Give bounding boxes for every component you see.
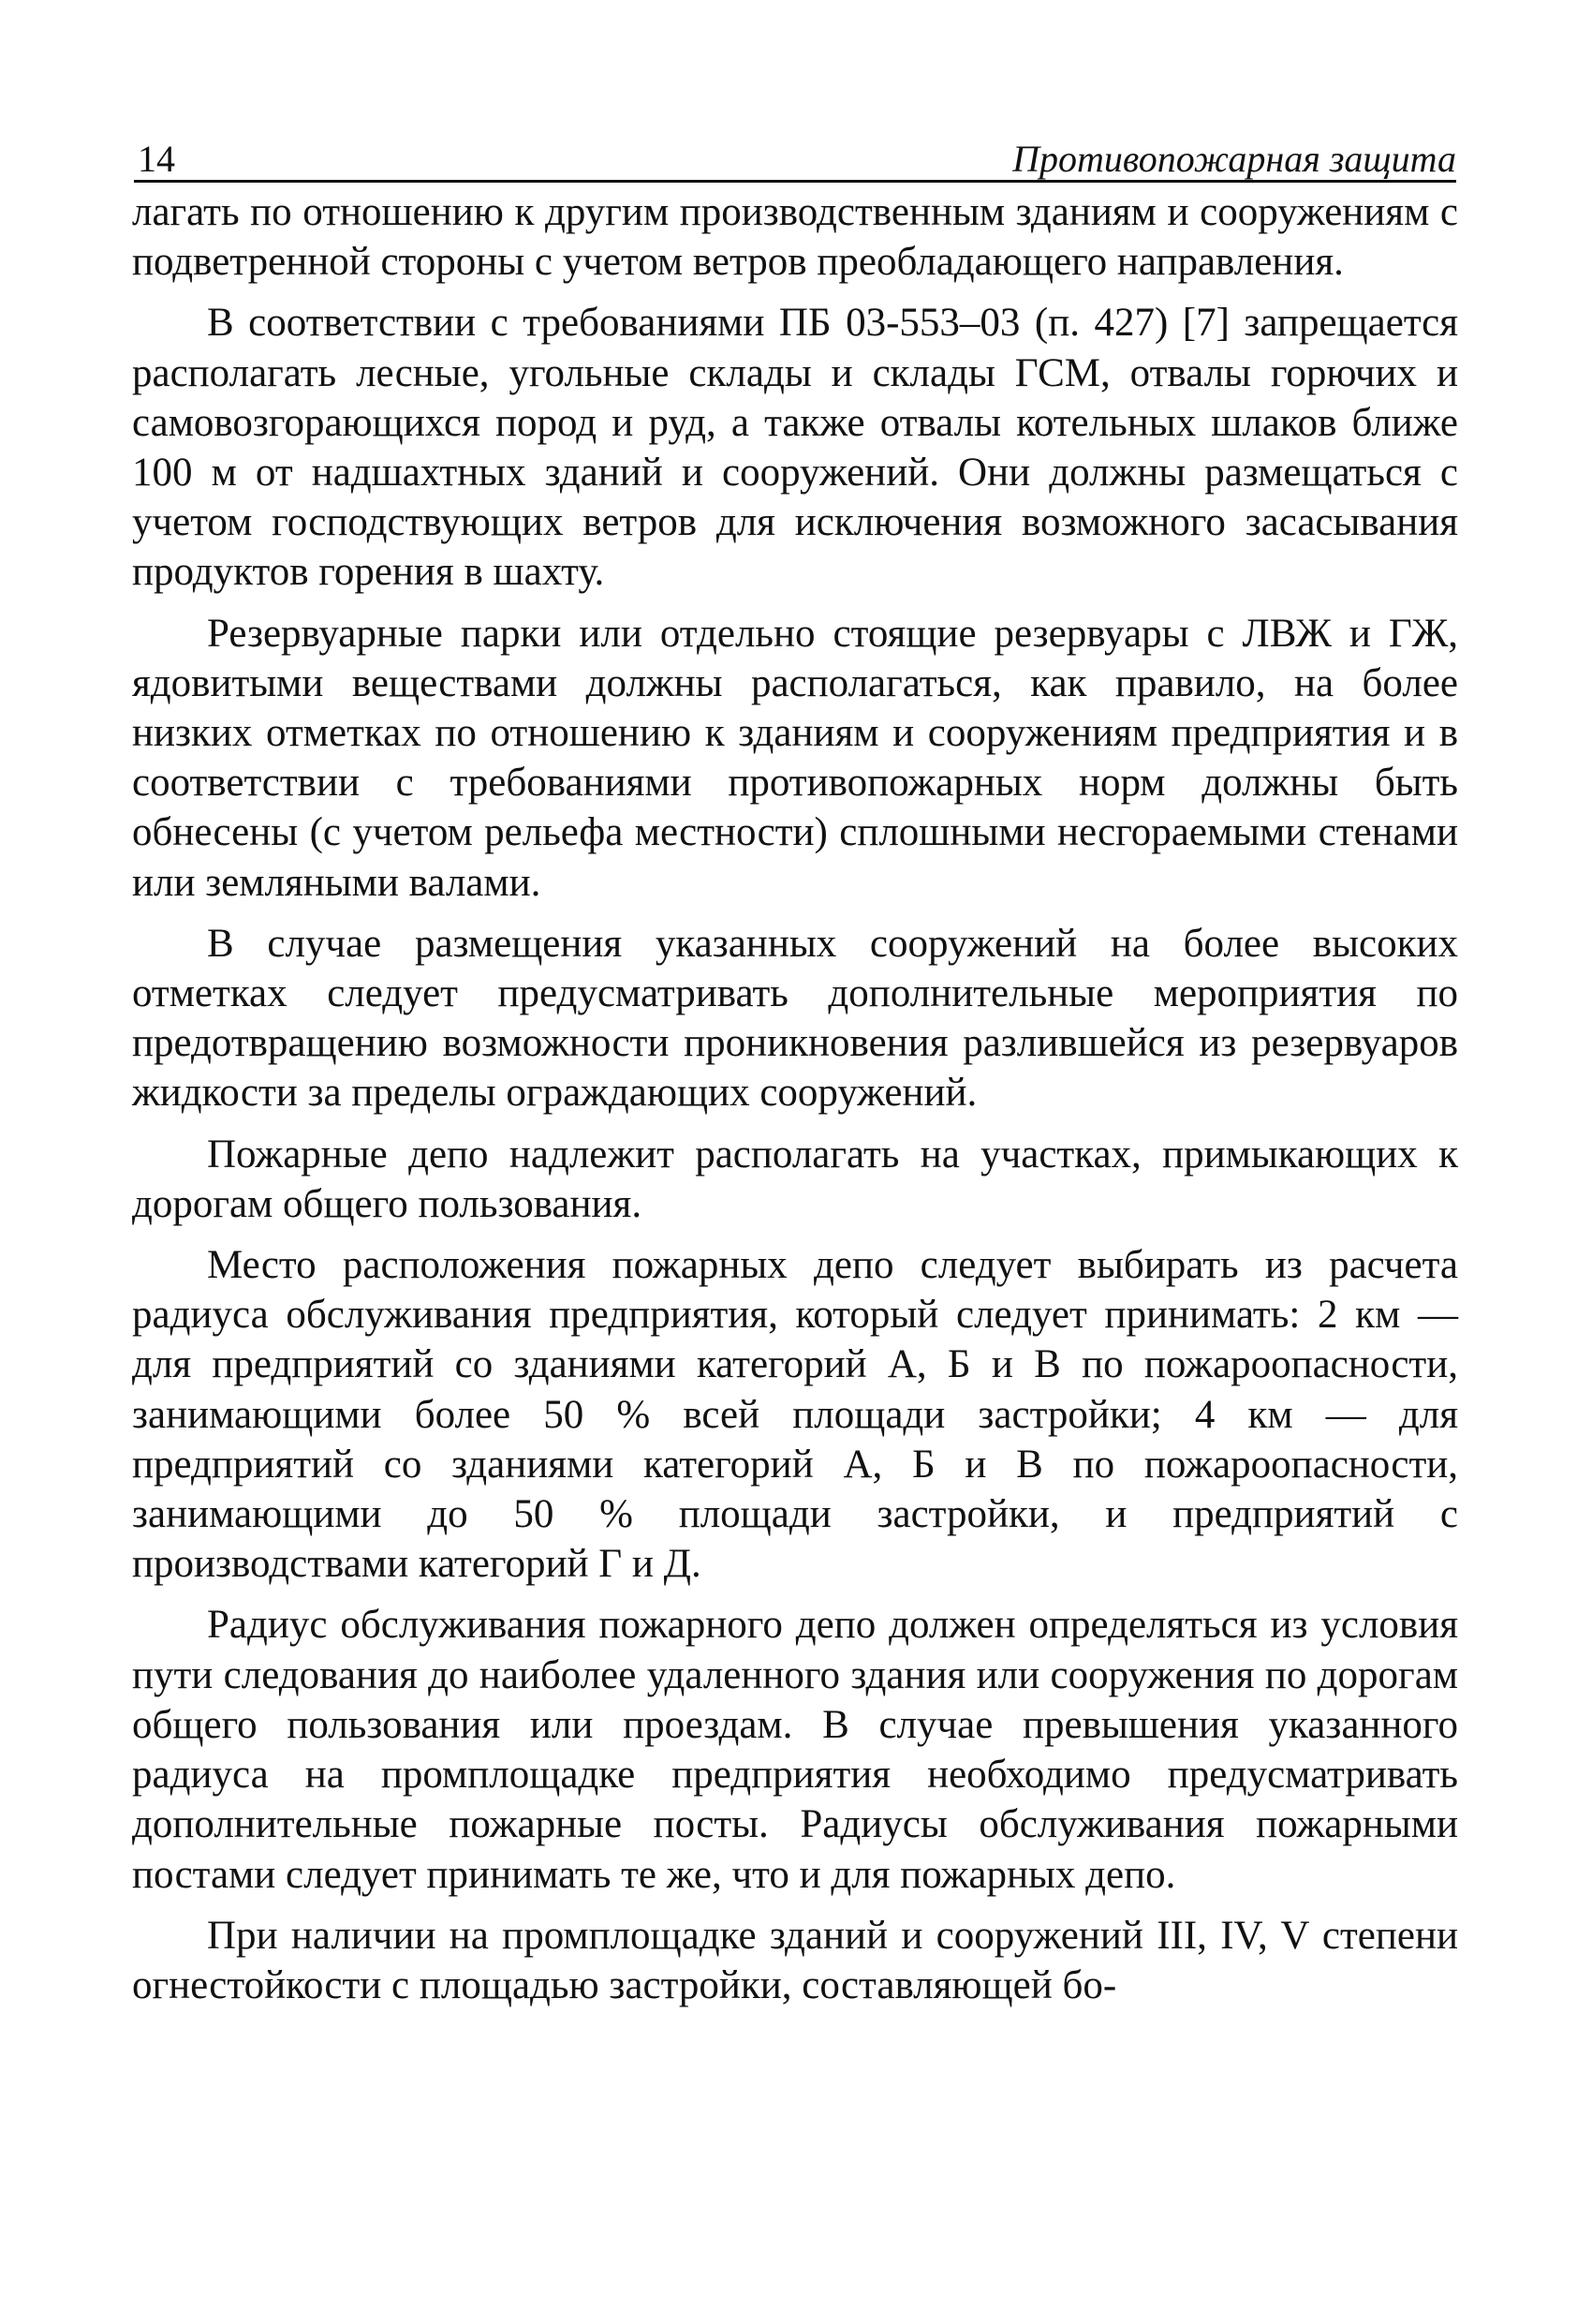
page-number: 14 <box>138 138 175 180</box>
paragraph: Место расположения пожарных депо следует выбирать из расчета радиуса обслуживания предприятия, который следует принимать: 2 км — для предприятий со зданиями категорий А, Б и В по пожароопасности, занимающими более 50 % всей площади застройки; 4 км — для предприятий со зданиями категорий А, Б и В по пожароопасности, занимающими до 50 % площади застройки, и предприятий с производствами категорий Г и Д. <box>132 1243 1458 1587</box>
paragraph: Пожарные депо надлежит располагать на участках, примыкающих к дорогам общего пользования. <box>132 1132 1458 1226</box>
paragraph-continuation: лагать по отношению к другим производственным зданиям и сооружениям с подветренной стороны с учетом ветров преобладающего направления. <box>132 190 1458 285</box>
section-title: Противопожарная защита <box>1012 138 1456 180</box>
paragraph: Резервуарные парки или отдельно стоящие резервуары с ЛВЖ и ГЖ, ядовитыми веществами должны располагаться, как правило, на более низких отметках по отношению к зданиям и сооружениям предприятия и в соответствии с требованиями противопожарных норм должны быть обнесены (с учетом рельефа местности) сплошными несгораемыми стенами или земляными валами. <box>132 611 1458 905</box>
paragraph: В соответствии с требованиями ПБ 03-553–03 (п. 427) [7] запрещается располагать лесные, угольные склады и склады ГСМ, отвалы горючих и самовозгорающихся пород и руд, а также отвалы котельных шлаков ближе 100 м от надшахтных зданий и сооружений. Они должны размещаться с учетом господствующих ветров для исключения возможного засасывания продуктов горения в шахту. <box>132 301 1458 595</box>
paragraph: В случае размещения указанных сооружений на более высоких отметках следует предусматривать дополнительные мероприятия по предотвращению возможности проникновения разлившейся из резервуаров жидкости за пределы ограждающих сооружений. <box>132 921 1458 1116</box>
paragraph: Радиус обслуживания пожарного депо должен определяться из условия пути следования до наиболее удаленного здания или сооружения по дорогам общего пользования или проездам. В случае превышения указанного радиуса на промплощадке предприятия необходимо предусматривать дополнительные пожарные посты. Радиусы обслуживания пожарными постами следует принимать те же, что и для пожарных депо. <box>132 1603 1458 1897</box>
body-text <box>132 187 1458 2021</box>
paragraph: При наличии на промплощадке зданий и сооружений III, IV, V степени огнестойкости с площадью застройки, составляющей бо- <box>132 1913 1458 2007</box>
running-header <box>134 127 1456 183</box>
